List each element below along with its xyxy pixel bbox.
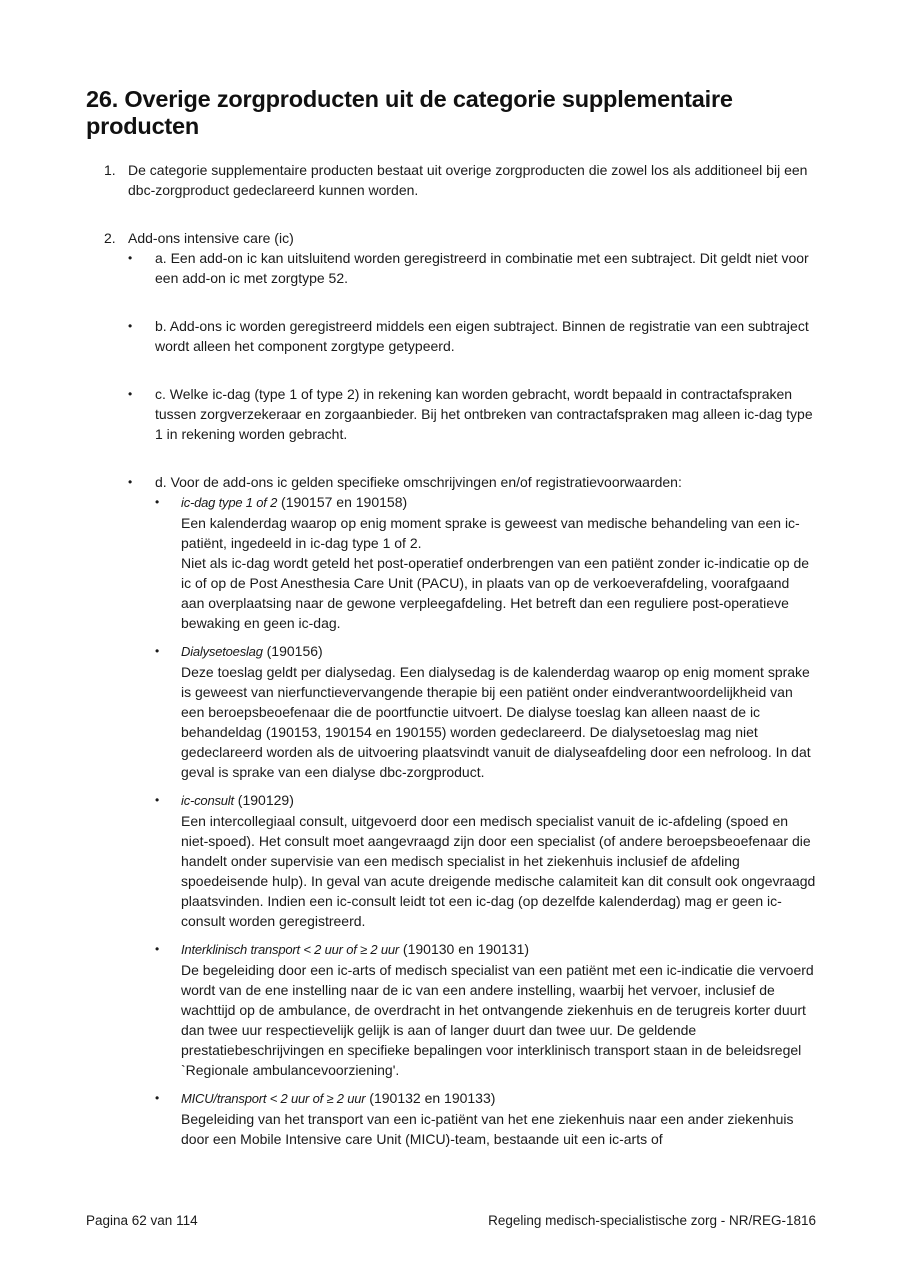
sub-bullet-title — [181, 939, 816, 960]
numbered-item-2 — [86, 228, 816, 1149]
bullet-icon: • — [155, 942, 160, 956]
sub-bullet-title — [181, 1088, 816, 1109]
sub-bullet-interklinisch-transport — [155, 939, 816, 1080]
sub-bullet-title — [181, 641, 816, 662]
numbered-item-1 — [86, 160, 816, 200]
sub-bullet-text: Begeleiding van het transport van een ic-patiënt van het ene ziekenhuis naar een ander ziekenhuis door een Mobile Intensive care Unit (MICU)-team, bestaande uit een ic-arts of — [181, 1111, 794, 1147]
item-title: Add-ons intensive care (ic) — [128, 230, 294, 246]
term-name: ic-dag type 1 of 2 — [181, 495, 278, 510]
page-footer — [86, 1213, 816, 1228]
bullet-icon: • — [155, 793, 160, 807]
term-code: (190156) — [262, 643, 323, 659]
bullet-icon: • — [155, 495, 160, 509]
bullet-a — [128, 248, 816, 288]
page-number: Pagina 62 van 114 — [86, 1213, 198, 1228]
section-heading: 26. Overige zorgproducten uit de categorie supplementaire producten — [86, 86, 733, 139]
bullet-text: c. Welke ic-dag (type 1 of type 2) in rekening kan worden gebracht, wordt bepaald in contractafspraken tussen zorgverzekeraar en zorgaanbieder. Bij het ontbreken van contractafspraken mag alleen ic-dag type 1 in rekening worden gebracht. — [155, 386, 813, 442]
sub-bullet-text: Een intercollegiaal consult, uitgevoerd door een medisch specialist vanuit de ic-afdeling (spoed en niet-spoed). Het consult moet aangevraagd zijn door een specialist (of andere beroepsbeoefenaar die handelt onder supervisie van een medisch specialist in het ziekenhuis inclusief de afdeling spoedeisende hulp). In geval van acute dreigende medische calamiteit kan dit consult ook ongevraagd plaatsvinden. Indien een ic-consult leidt tot een ic-dag (op dezelfde kalenderdag) mag er geen ic-consult worden geregistreerd. — [181, 813, 816, 929]
addon-bullet-list — [128, 248, 816, 1149]
term-code: (190157 en 190158) — [277, 494, 408, 510]
sub-bullet-ic-consult — [155, 790, 816, 931]
sub-bullet-list — [155, 492, 816, 1149]
bullet-icon: • — [155, 1091, 160, 1105]
term-code: (190130 en 190131) — [399, 941, 530, 957]
sub-bullet-ic-dag — [155, 492, 816, 633]
bullet-b — [128, 316, 816, 356]
term-name: MICU/transport < 2 uur of ≥ 2 uur — [181, 1091, 366, 1106]
document-reference: Regeling medisch-specialistische zorg - NR/REG-1816 — [488, 1213, 816, 1228]
bullet-icon: • — [155, 644, 160, 658]
sub-bullet-dialysetoeslag — [155, 641, 816, 782]
term-name: Dialysetoeslag — [181, 644, 263, 659]
bullet-icon: • — [128, 475, 133, 489]
sub-bullet-micu-transport — [155, 1088, 816, 1149]
sub-bullet-text: Deze toeslag geldt per dialysedag. Een dialysedag is de kalenderdag waarop op enig moment sprake is geweest van nierfunctievervangende therapie bij een patiënt onder eindverantwoordelijkheid van een beroepsbeoefenaar die de poortfunctie uitvoert. De dialyse toeslag kan alleen naast de ic behandeldag (190153, 190154 en 190155) worden gedeclareerd. De dialysetoeslag mag niet gedeclareerd worden als de uitvoering plaatsvindt vanuit de dialyseafdeling door een nefroloog. In dat geval is sprake van een dialyse dbc-zorgproduct. — [181, 664, 811, 780]
bullet-icon: • — [128, 251, 133, 265]
sub-bullet-text: Niet als ic-dag wordt geteld het post-operatief onderbrengen van een patiënt zonder ic-indicatie op de ic of op de Post Anesthesia Care Unit (PACU), in plaats van op de verkoeverafdeling, voorafgaand aan overplaatsing naar de gewone verpleegafdeling. Het betreft dan een reguliere post-operatieve bewaking en geen ic-dag. — [181, 555, 810, 631]
sub-bullet-title — [181, 492, 816, 513]
sub-bullet-text: Een kalenderdag waarop op enig moment sprake is geweest van medische behandeling van een ic-patiënt, ingedeeld in ic-dag type 1 of 2. — [181, 515, 800, 551]
bullet-text: d. Voor de add-ons ic gelden specifieke omschrijvingen en/of registratievoorwaarden: — [155, 474, 682, 490]
item-number: 1. — [104, 162, 116, 178]
sub-bullet-title — [181, 790, 816, 811]
bullet-text: a. Een add-on ic kan uitsluitend worden geregistreerd in combinatie met een subtraject. Dit geldt niet voor een add-on ic met zorgtype 52. — [155, 250, 809, 286]
bullet-icon: • — [128, 387, 133, 401]
bullet-text: b. Add-ons ic worden geregistreerd middels een eigen subtraject. Binnen de registratie van een subtraject wordt alleen het component zorgtype getypeerd. — [155, 318, 809, 354]
bullet-icon: • — [128, 319, 133, 333]
item-number: 2. — [104, 230, 116, 246]
term-code: (190129) — [233, 792, 294, 808]
page-content — [86, 86, 816, 1149]
sub-bullet-text: De begeleiding door een ic-arts of medisch specialist van een patiënt met een ic-indicatie die vervoerd wordt van de ene instelling naar de ic van een andere instelling, waarbij het vervoer, inclusief de wachttijd op de ambulance, de overdracht in het ontvangende ziekenhuis en de terugreis korter duurt dan twee uur respectievelijk gelijk is aan of langer duurt dan twee uur. De geldende prestatiebeschrijvingen en specifieke bepalingen voor interklinisch transport staan in de beleidsregel `Regionale ambulancevoorziening'. — [181, 962, 814, 1078]
bullet-c — [128, 384, 816, 444]
bullet-d — [128, 472, 816, 1149]
term-code: (190132 en 190133) — [365, 1090, 496, 1106]
item-text: De categorie supplementaire producten bestaat uit overige zorgproducten die zowel los als additioneel bij een dbc-zorgproduct gedeclareerd kunnen worden. — [128, 162, 808, 198]
term-name: Interklinisch transport < 2 uur of ≥ 2 uur — [181, 942, 400, 957]
term-name: ic-consult — [181, 793, 234, 808]
